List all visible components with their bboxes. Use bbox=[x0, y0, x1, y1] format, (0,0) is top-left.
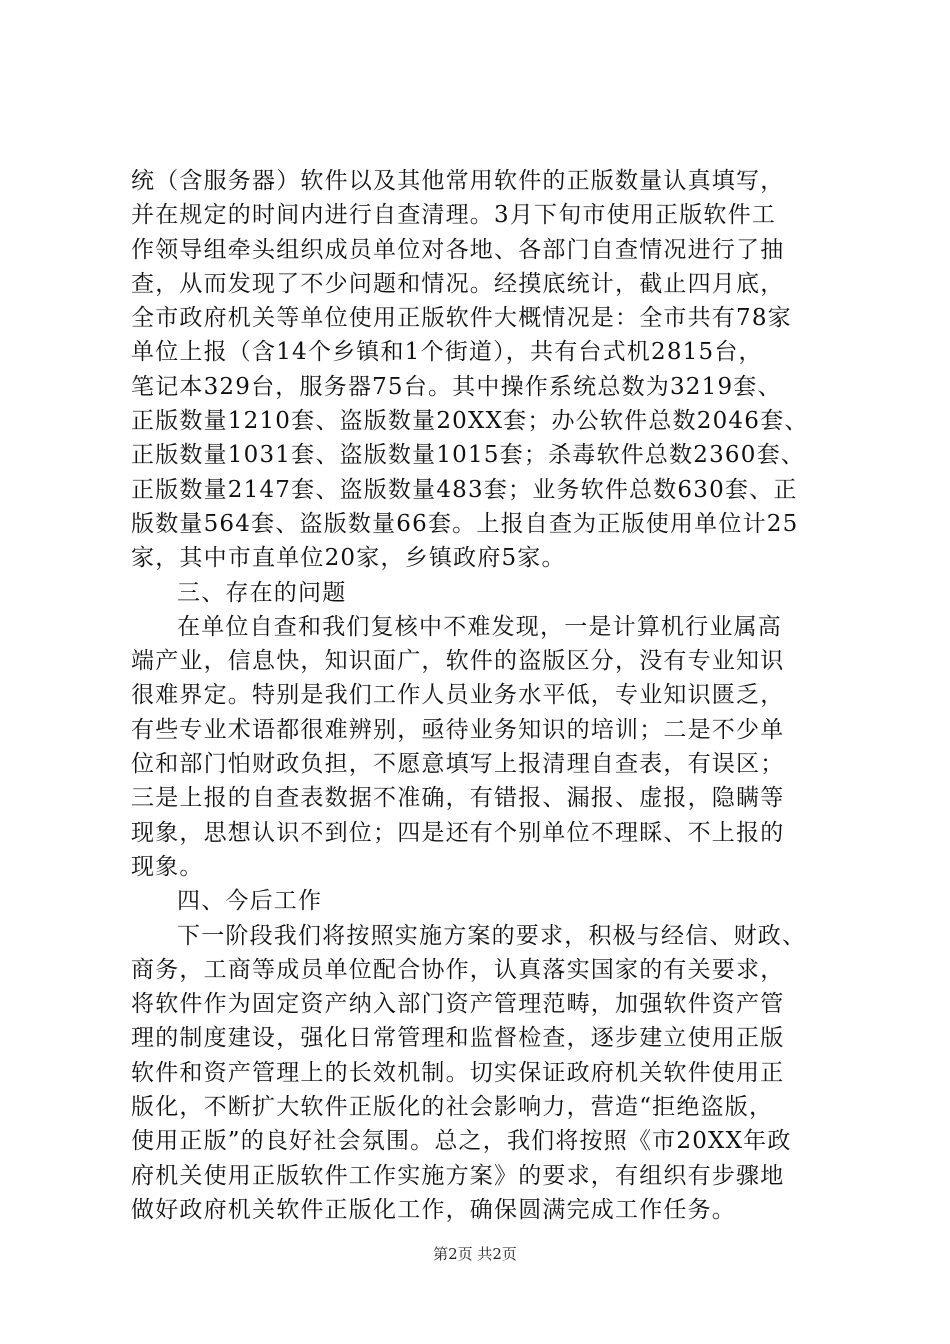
body-line: 现象，思想认识不到位；四是还有个别单位不理睬、不上报的 bbox=[131, 819, 785, 846]
body-line: 位和部门怕财政负担，不愿意填写上报清理自查表，有误区； bbox=[131, 751, 785, 778]
body-line: 笔记本329台，服务器75台。其中操作系统总数为3219套、 bbox=[131, 373, 782, 400]
body-line: 三、存在的问题 bbox=[177, 579, 347, 606]
body-line: 在单位自查和我们复核中不难发现，一是计算机行业属高 bbox=[177, 613, 782, 640]
body-line: 商务，工商等成员单位配合协作，认真落实国家的有关要求， bbox=[131, 956, 785, 983]
body-line: 软件和资产管理上的长效机制。切实保证政府机关软件使用正 bbox=[131, 1059, 785, 1086]
body-line: 现象。 bbox=[131, 853, 204, 880]
body-line: 很难界定。特别是我们工作人员业务水平低，专业知识匮乏， bbox=[131, 682, 785, 709]
body-line: 版数量564套、盗版数量66套。上报自查为正版使用单位计25 bbox=[131, 510, 799, 537]
body-line: 端产业，信息快，知识面广，软件的盗版区分，没有专业知识 bbox=[131, 648, 785, 675]
body-line: 单位上报（含14个乡镇和1个街道），共有台式机2815台， bbox=[131, 339, 763, 366]
page-footer: 第2页 共2页 bbox=[433, 1245, 517, 1263]
document-body bbox=[131, 164, 831, 1227]
body-line: 四、今后工作 bbox=[177, 888, 323, 915]
body-line: 正版数量2147套、盗版数量483套；业务软件总数630套、正 bbox=[131, 476, 798, 503]
body-line: 使用正版”的良好社会氛围。总之，我们将按照《市20XX年政 bbox=[131, 1128, 792, 1155]
body-line: 将软件作为固定资产纳入部门资产管理范畴，加强软件资产管 bbox=[131, 991, 785, 1018]
body-line: 正版数量1210套、盗版数量20XX套；办公软件总数2046套、 bbox=[131, 408, 809, 435]
body-line: 下一阶段我们将按照实施方案的要求，积极与经信、财政、 bbox=[177, 922, 807, 949]
body-line: 全市政府机关等单位使用正版软件大概情况是：全市共有78家 bbox=[131, 305, 792, 332]
body-line: 做好政府机关软件正版化工作，确保圆满完成工作任务。 bbox=[131, 1196, 736, 1223]
body-line: 作领导组牵头组织成员单位对各地、各部门自查情况进行了抽 bbox=[131, 236, 785, 263]
body-line: 正版数量1031套、盗版数量1015套；杀毒软件总数2360套、 bbox=[131, 442, 805, 469]
body-line: 府机关使用正版软件工作实施方案》的要求，有组织有步骤地 bbox=[131, 1162, 785, 1189]
body-line: 有些专业术语都很难辨别，亟待业务知识的培训；二是不少单 bbox=[131, 716, 785, 743]
body-line: 统（含服务器）软件以及其他常用软件的正版数量认真填写， bbox=[131, 168, 785, 194]
body-line: 并在规定的时间内进行自查清理。3月下旬市使用正版软件工 bbox=[131, 202, 777, 229]
body-line: 查，从而发现了不少问题和情况。经摸底统计，截止四月底， bbox=[131, 270, 785, 297]
body-line: 三是上报的自查表数据不准确，有错报、漏报、虚报，隐瞒等 bbox=[131, 785, 785, 812]
body-line: 版化，不断扩大软件正版化的社会影响力，营造“拒绝盗版， bbox=[131, 1094, 774, 1121]
body-line: 家，其中市直单位20家，乡镇政府5家。 bbox=[131, 545, 566, 572]
body-line: 理的制度建设，强化日常管理和监督检查，逐步建立使用正版 bbox=[131, 1025, 785, 1052]
